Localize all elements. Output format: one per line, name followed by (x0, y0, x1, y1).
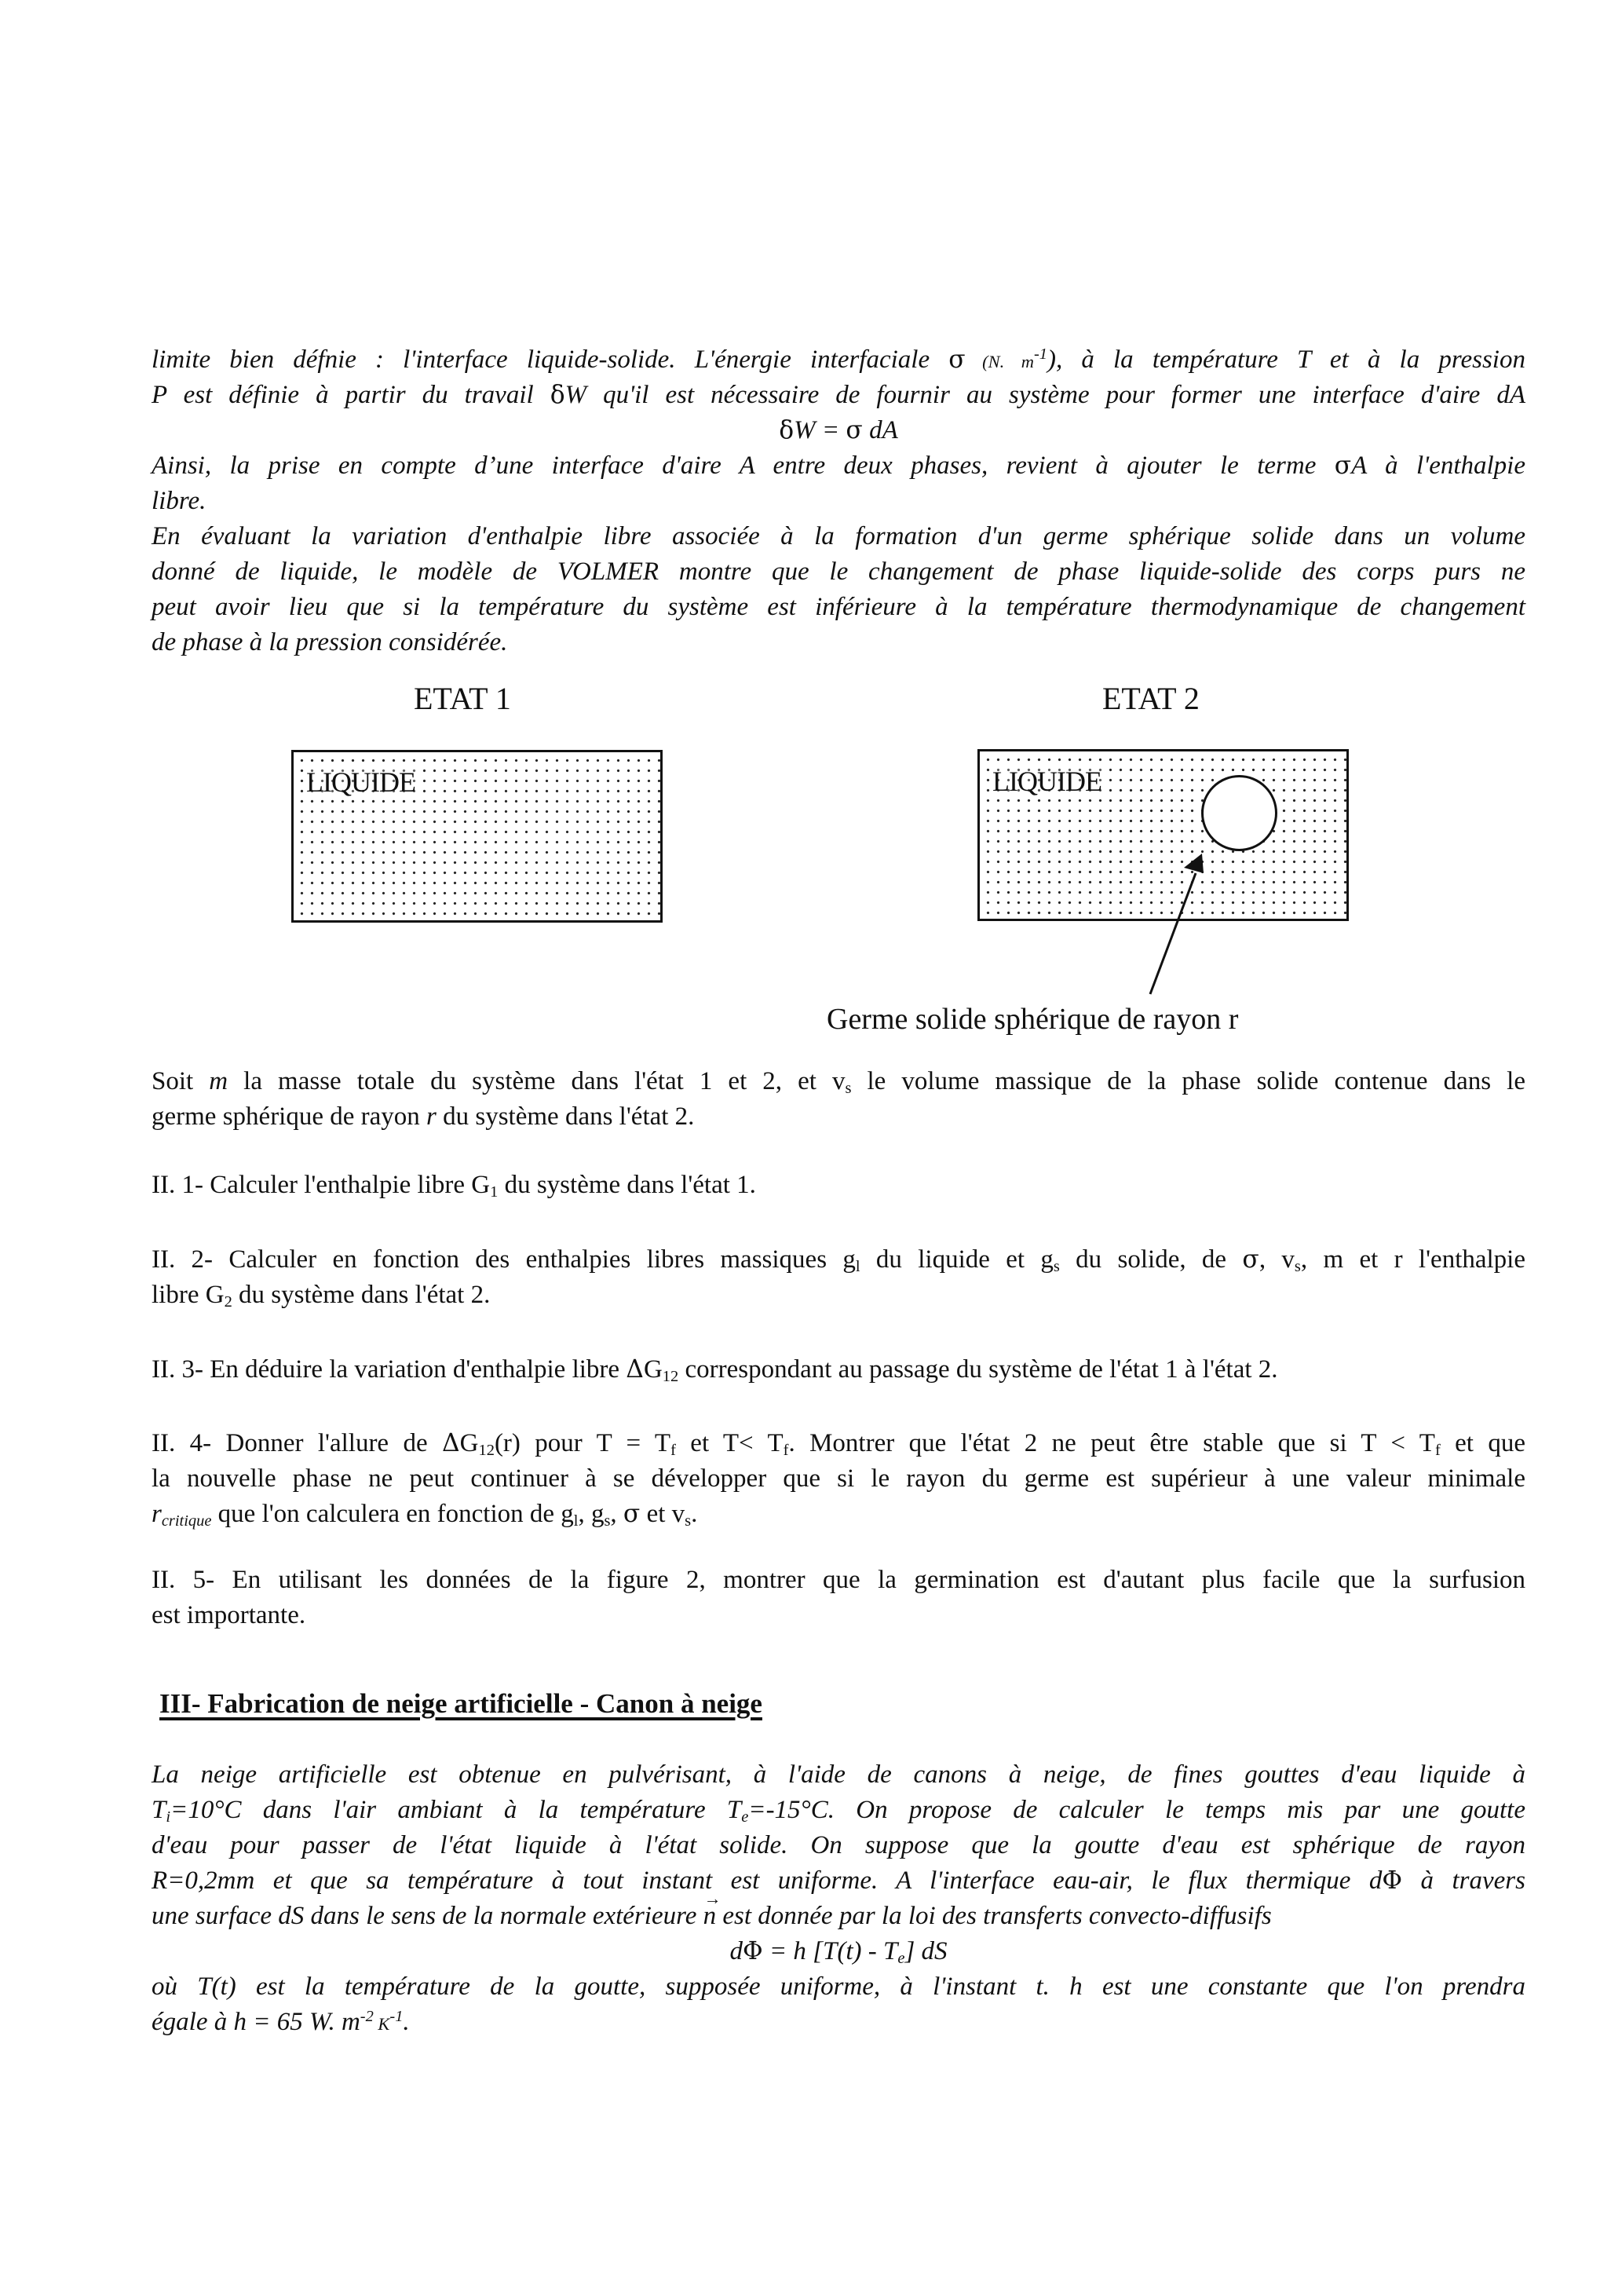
question-II-4-line-3: $r_{critique}$ que l'on calculera en fonction de $g_l$, $g_s$, σ et $v_s$. (152, 1500, 698, 1530)
section-III-p2-line-2: égale à h = 65 W. $m^{-2}$ $K^{-1}$. (152, 2007, 410, 2036)
liquid-label: LIQUIDE (306, 766, 415, 798)
question-II-4-line-2: la nouvelle phase ne peut continuer à se développer que si le rayon du germe est supérieur à une valeur minimale (152, 1464, 1525, 1493)
definitions-line-1: Soit m la masse totale du système dans l'état 1 et 2, et $v_s$ le volume massique de la phase solide contenue dans le (152, 1067, 1525, 1098)
question-II-2-line-1: II. 2- Calculer en fonction des enthalpies libres massiques $g_l$ du liquide et $g_s$ du solide, de σ, $v_s$, m et r l'enthalpie (152, 1245, 1525, 1276)
section-III-p2-line-1: où T(t) est la température de la goutte, supposée uniforme, à l'instant t. h est une constante que l'on prendra (152, 1972, 1525, 2001)
section-III-p1-line-5: une surface dS dans le sens de la normale extérieure → n est donnée par la loi des transferts convecto-diffusifs (152, 1899, 1525, 1933)
state-2-liquid-box (977, 749, 1349, 921)
liquid-label: LIQUIDE (992, 766, 1101, 797)
question-II-4-line-1: II. 4- Donner l'allure de $\Delta G_{12}(r)$ pour $T = T_f$ et $T< T_f$. Montrer que l'état 2 ne peut être stable que si $T < T_f$ et que (152, 1429, 1525, 1460)
question-II-5-line-2: est importante. (152, 1601, 306, 1629)
intro-line-4: libre. (152, 487, 206, 515)
equation-heat-flux: dΦ = h $[T(t) - T_e]$ dS (729, 1937, 948, 1968)
volmer-line-1: En évaluant la variation d'enthalpie libre associée à la formation d'un germe sphérique solide dans un volume (152, 522, 1525, 550)
question-II-1: II. 1- Calculer l'enthalpie libre $G_1$ du système dans l'état 1. (152, 1171, 756, 1201)
solid-germ-circle (1201, 775, 1277, 851)
intro-line-2: P est définie à partir du travail δW qu'il est nécessaire de fournir au système pour former une interface d'aire dA (152, 381, 1525, 409)
sigma-symbol: σ (948, 345, 966, 374)
question-II-2-line-2: libre $G_2$ du système dans l'état 2. (152, 1281, 491, 1311)
volmer-line-2: donné de liquide, le modèle de VOLMER montre que le changement de phase liquide-solide des corps purs ne (152, 558, 1525, 586)
equation-work: δW = σ dA (779, 416, 898, 444)
state-2-title: ETAT 2 (1102, 681, 1200, 716)
section-III-p1-line-2: $T_i=10^\circ C$ dans l'air ambiant à la température $T_e=-15^\circ C$. On propose de calculer le temps mis par une goutte (152, 1796, 1525, 1826)
volmer-line-4: de phase à la pression considérée. (152, 628, 508, 656)
section-III-p1-line-3: d'eau pour passer de l'état liquide à l'état solide. On suppose que la goutte d'eau est sphérique de rayon (152, 1831, 1525, 1859)
state-1-liquid-box (291, 750, 663, 923)
question-II-5-line-1: II. 5- En utilisant les données de la figure 2, montrer que la germination est d'autant plus facile que la surfusion (152, 1566, 1525, 1594)
intro-line-3: Ainsi, la prise en compte d’une interface d'aire A entre deux phases, revient à ajouter le terme σA à l'enthalpie (152, 452, 1525, 480)
state-1-title: ETAT 1 (414, 681, 511, 716)
germ-caption: Germe solide sphérique de rayon r (827, 1003, 1239, 1036)
normal-vector-symbol: → n (703, 1899, 717, 1933)
definitions-line-2: germe sphérique de rayon r du système dans l'état 2. (152, 1102, 695, 1131)
question-II-3: II. 3- En déduire la variation d'enthalpie libre $\Delta G_{12}$ correspondant au passage du système de l'état 1 à l'état 2. (152, 1355, 1278, 1386)
intro-line-1: limite bien défnie : l'interface liquide-solide. L'énergie interfaciale σ (N. $m^{-1}$), à la température T et à la pression (152, 345, 1525, 374)
section-III-heading: III- Fabrication de neige artificielle - Canon à neige (159, 1688, 762, 1719)
section-III-p1-line-4: R=0,2mm et que sa température à tout instant est uniforme. A l'interface eau-air, le flux thermique dΦ à travers (152, 1866, 1525, 1895)
volmer-line-3: peut avoir lieu que si la température du système est inférieure à la température thermodynamique de changement (152, 593, 1525, 621)
section-III-p1-line-1: La neige artificielle est obtenue en pulvérisant, à l'aide de canons à neige, de fines gouttes d'eau liquide à (152, 1760, 1525, 1789)
